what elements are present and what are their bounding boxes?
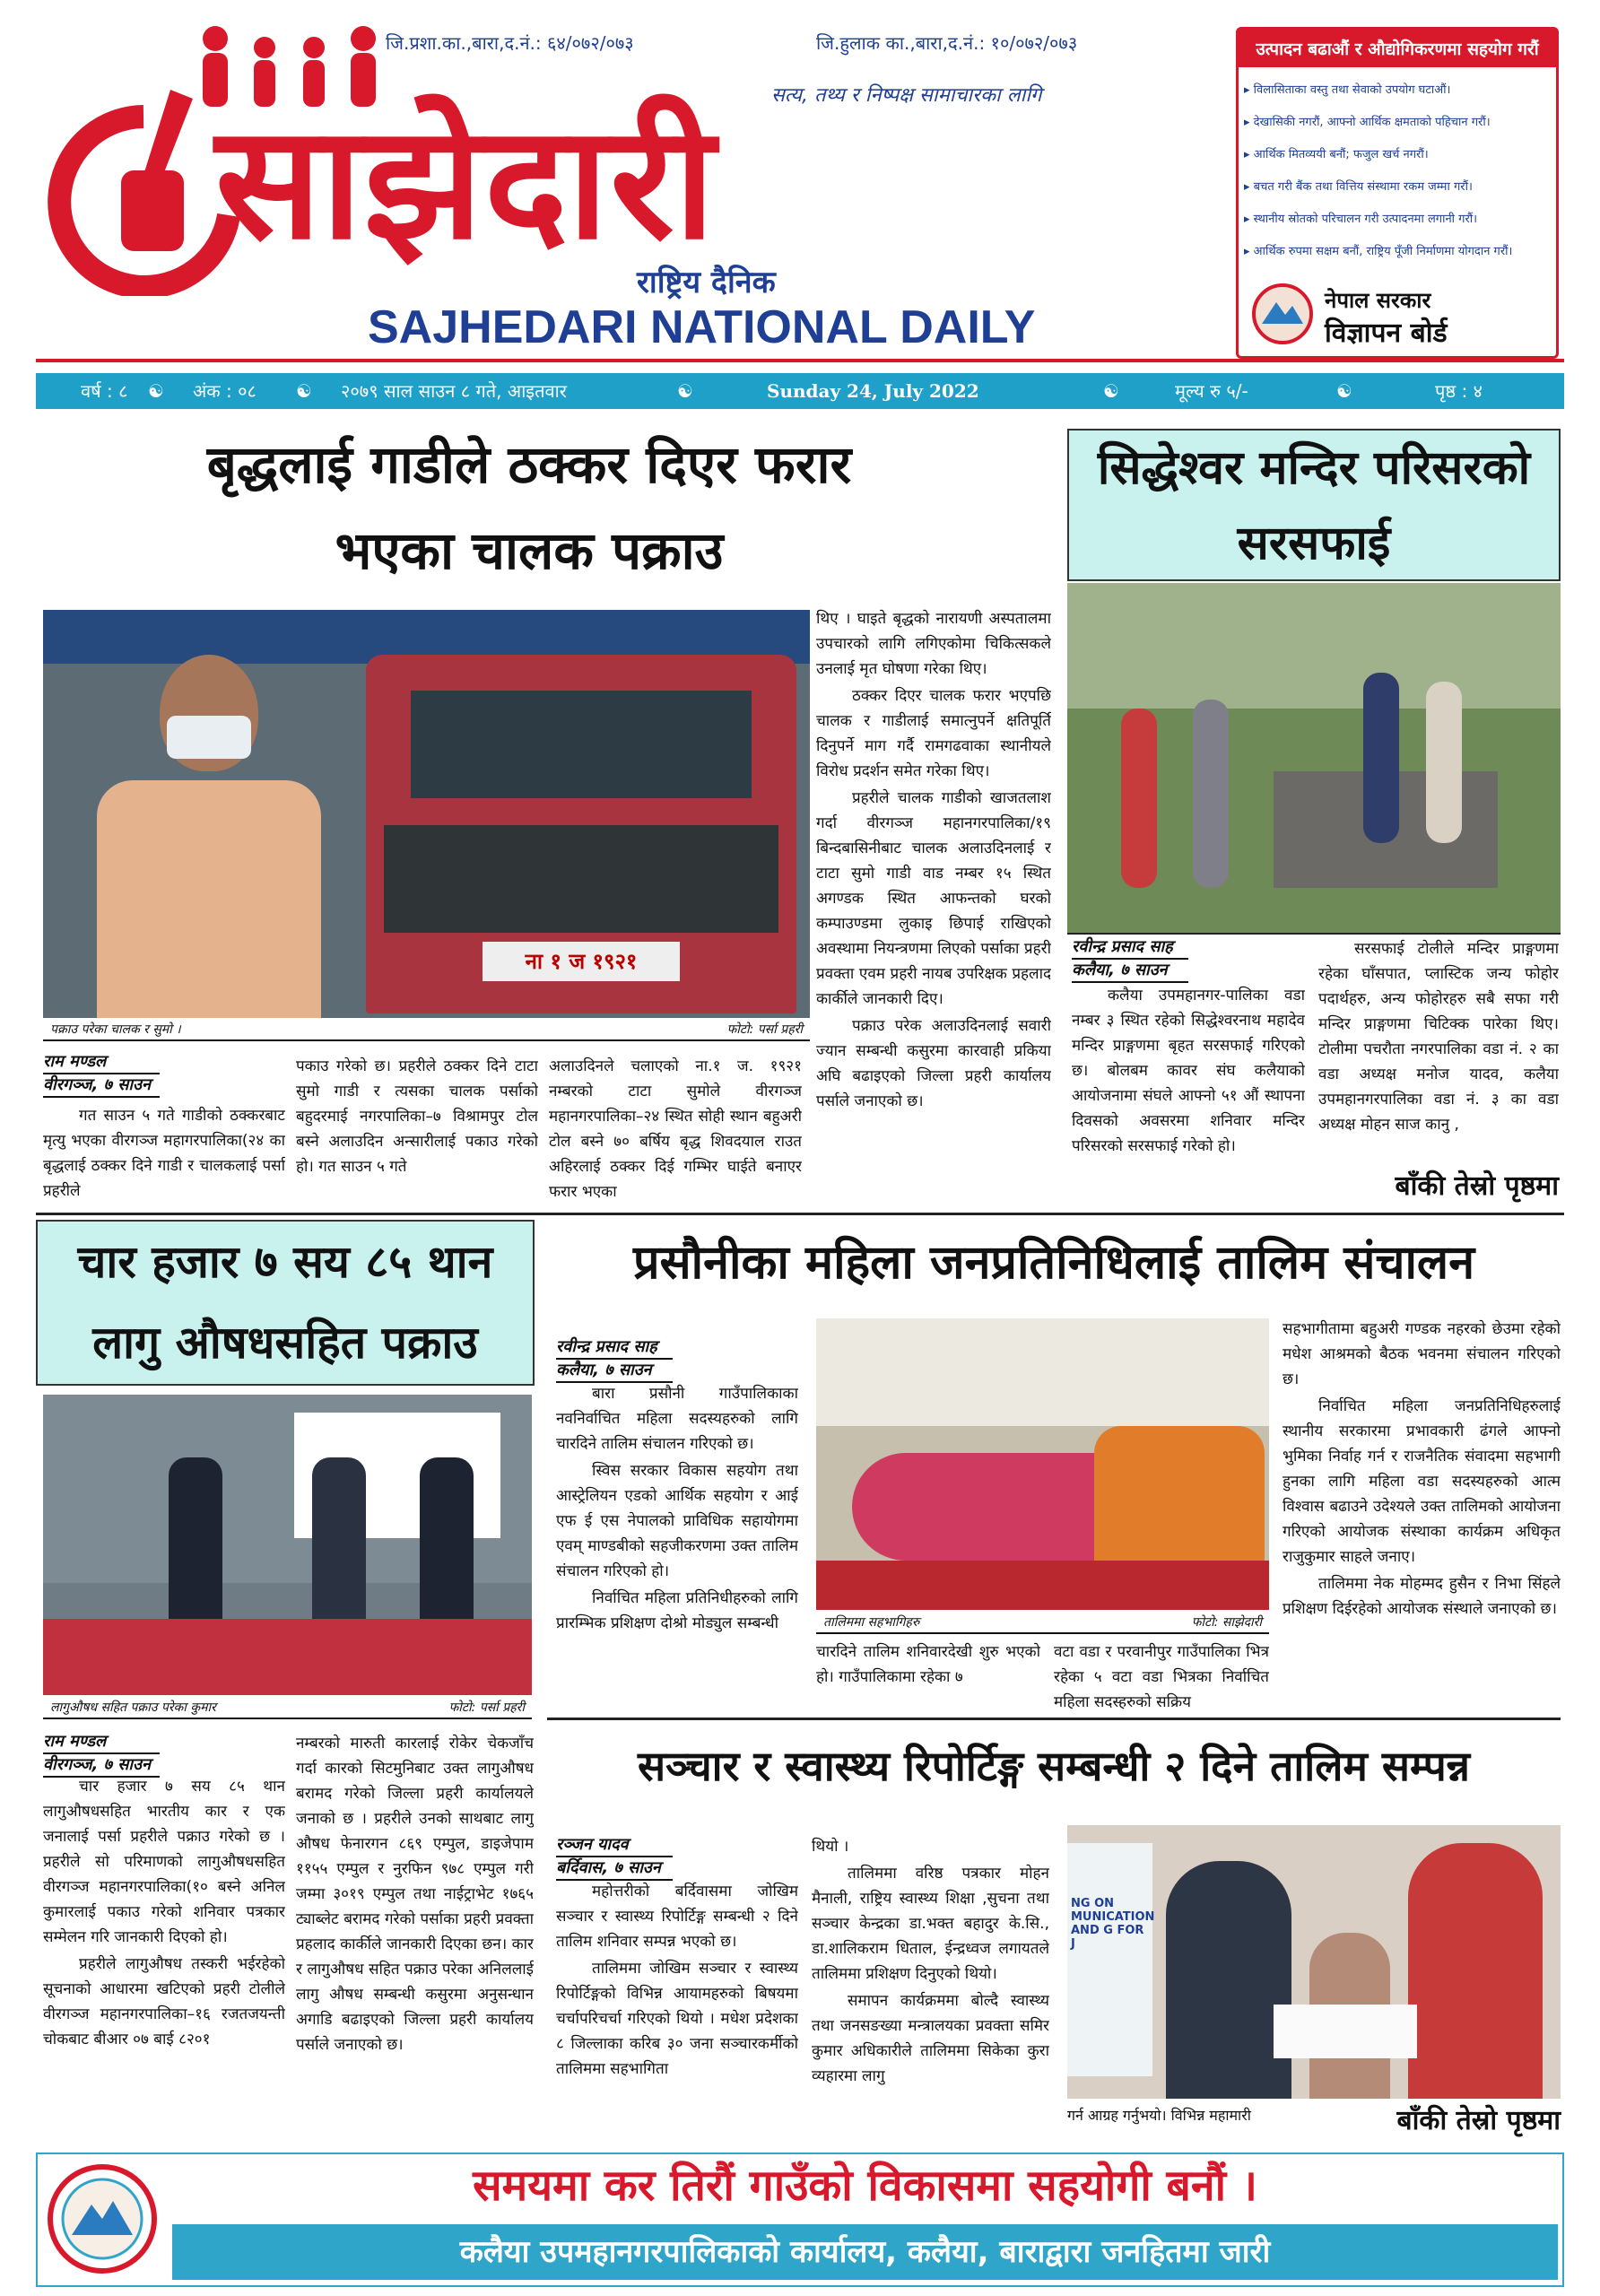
- story4-photo: [816, 1318, 1269, 1610]
- story1-photo: [43, 610, 810, 1018]
- red-rule: [36, 359, 1564, 362]
- page-number: पृष्ठ : ४: [1435, 380, 1483, 402]
- reg-left: जि.प्रशा.का.,बारा,द.नं.: ६४/०७२/०७३: [386, 32, 634, 54]
- ad-item: ▸ स्थानीय स्रोतको परिचालन गरी उत्पादनमा लगानी गरौं।: [1244, 213, 1478, 226]
- story5-byline: रञ्जन यादव बर्दिवास, ७ साउन: [556, 1834, 735, 1881]
- story1-col3: अलाउदिनले चलाएको ना.१ ज. १९२१ नम्बरको टाटा सुमोले वीरगञ्ज महानगरपालिका–२४ स्थित सोही स्थान बहुअरी टोल बस्ने ७० बर्षिय बृद्ध शिवदयाल राउत अहिरलाई ठक्कर दिई गम्भिर घाईते बनाएर फरार भएका: [549, 1057, 802, 1201]
- ad-header: उत्पादन बढाऔं र औद्योगिकरणमा सहयोग गरौं: [1239, 30, 1556, 67]
- nepal-emblem-icon: [1251, 283, 1314, 345]
- yin-yang-icon: ☯: [1103, 380, 1119, 402]
- dateline-strip: [36, 373, 1564, 409]
- price: मूल्य रु ५/-: [1175, 380, 1248, 402]
- story5-col1: महोत्तरीको बर्दिवासमा जोखिम सञ्चार र स्वास्थ्य रिपोर्टिङ्ग सम्बन्धी २ दिने तालिम शनिवार सम्पन्न भएको छ। तालिममा जोखिम सञ्चार र स्वास्थ्य रिपोर्टिङ्गको विभिन्न आयामहरुको बिषयमा चर्चापरिचर्चा गरिएको थियो । मधेश प्रदेशका ८ जिल्लाका करिब ३० जना सञ्चारकर्मीको तालिममा सहभागिता: [556, 1883, 798, 2078]
- story1-col4: थिए । घाइते बृद्धको नारायणी अस्पतालमा उपचारको लागि लगिएकोमा चिकित्सकले उनलाई मृत घोषणा गरेका थिए। ठक्कर दिएर चालक फरार भएपछि चालक र गाडीलाई समात्नुपर्ने क्षतिपूर्ति दिनुपर्ने माग गर्दै रामगढवाका स्थानीयले विरोध प्रदर्शन समेत गरेका थिए। प्रहरीले चालक गाडीको खाजतलाश गर्दा वीरगञ्ज महानगरपालिका/१९ बिन्दबासिनीबाट चालक अलाउदिनलाई र टाटा सुमो गाडी वाड नम्बर १५ स्थित अगण्डक स्थित आफन्तको घरको कम्पाउण्डमा लुकाइ छिपाई राखिएको अवस्थामा नियन्त्रणमा लिएको पर्साका प्रहरी प्रवक्ता एवम प्रहरी नायब उपरिक्षक प्रहलाद कार्कीले जानकारी दिए। पक्राउ परेक अलाउदिनलाई सवारी ज्यान सम्बन्धी कसुरमा कारवाही प्रकिया अघि बढाइएको जिल्ला प्रहरी कार्यालय पर्साले जनाएको छ।: [816, 610, 1051, 1110]
- ad-item: ▸ देखासिकी नगरौं, आफ्नो आर्थिक क्षमताको पहिचान गरौं।: [1244, 116, 1491, 129]
- jeep: [366, 655, 796, 1013]
- story3-photo: [43, 1395, 532, 1695]
- story3-col1: चार हजार ७ सय ८५ थान लागुऔषधसहित भारतीय कार र एक जनालाई पर्सा प्रहरीले पक्राउ गरेको छ । प्रहरीले सो परिमाणको लागुऔषधसहित वीरगञ्ज महानगरपालिका(१० बस्ने अनिल कुमारलाई पकाउ गरेको शनिवार पत्रकार सम्मेलन गरि जानकारी दिएको हो। प्रहरीले लागुऔषध तस्करी भईरहेको सूचनाको आधारमा खटिएको प्रहरी टोलीले वीरगञ्ज महानगरपालिका–१६ रजतजयन्ती चोकबाट बीआर ०७ बाई ८२०१: [43, 1778, 285, 2048]
- masthead: [27, 18, 1229, 359]
- story4-col3: वटा वडा र परवानीपुर गाउँपालिका भित्र रहेका ५ वटा वडा भित्रका निर्वाचित महिला सदस्हरुको सक्रिय: [1054, 1643, 1269, 1711]
- story1-caption: पक्राउ परेका चालक र सुमो । फोटो: पर्सा प्रहरी: [43, 1019, 810, 1041]
- ad-item: ▸ आर्थिक रुपमा सक्षम बनौं, राष्ट्रिय पूँजी निर्माणमा योगदान गरौं।: [1244, 245, 1513, 258]
- reg-right: जि.हुलाक का.,बारा,द.नं.: १०/०७२/०७३: [816, 32, 1078, 54]
- story4-byline: रवीन्द्र प्रसाद साह कलैया, ७ साउन: [556, 1336, 735, 1383]
- man-figure: [97, 655, 321, 1018]
- masthead-title: साझेदारी: [215, 92, 717, 274]
- ad-issuer: कलैया उपमहानगरपालिकाको कार्यालय, कलैया, बाराद्वारा जनहितमा जारी: [172, 2224, 1558, 2280]
- story2-continued: बाँकी तेस्रो पृष्ठमा: [1395, 1170, 1559, 1202]
- story2-col1: कलैया उपमहानगर-पालिका वडा नम्बर ३ स्थित रहेको सिद्धेश्वरनाथ महादेव मन्दिर प्राङ्गणमा बृहत सरसफाई गरिएको छ। बोलबम कावर संघ कलैयाको आयोजनामा संघले आफ्नो ५१ औं स्थापना दिवसको अवसरमा शनिवार मन्दिर परिसरको सरसफाई गरेको हो।: [1072, 987, 1305, 1155]
- municipality-emblem-icon: [47, 2163, 159, 2275]
- bottom-advertisement: [36, 2152, 1564, 2287]
- story5-continued: बाँकी तेस्रो पृष्ठमा: [1396, 2105, 1561, 2136]
- story3-byline: राम मण्डल वीरगञ्ज, ७ साउन: [43, 1731, 222, 1778]
- event-banner: NG ON MUNICATION AND G FOR J: [1067, 1843, 1152, 2076]
- yin-yang-icon: ☯: [148, 380, 164, 402]
- issue: अंक : ०८: [193, 380, 257, 402]
- story2-col2: सरसफाई टोलीले मन्दिर प्राङ्गणमा रहेका घाँसपात, प्लास्टिक जन्य फोहोर पदार्थहरु, अन्य फोहोरहरु सबै सफा गरी मन्दिर प्राङ्गणमा चिटिक्क पारेका थिए। टोलीमा पचरौता नगरपालिका वडा नं. २ का वडा अध्यक्ष मनोज यादव, कलैया उपमहानगरपालिका वडा नं. ३ का वडा अध्यक्ष मोहन साज कानु ,: [1318, 940, 1559, 1134]
- ad-org-1: नेपाल सरकार: [1325, 288, 1431, 313]
- ad-item: ▸ विलासिताका वस्तु तथा सेवाको उपयोग घटाऔं।: [1244, 83, 1451, 97]
- story2-headline: सिद्धेश्वर मन्दिर परिसरको सरसफाई: [1067, 429, 1561, 581]
- story3-col2: नम्बरको मारुती कारलाई रोकेर चेकजाँच गर्दा कारको सिटमुनिबाट उक्त लागुऔषध बरामद गरेको जिल्ला प्रहरी कार्यालयले जनाको छ । प्रहरीले उनको साथबाट लागु औषध फेनारगन ८६९ एम्पुल, डाइजेपाम ११५५ एम्पुल र नुरफिन ९७८ एम्पुल गरी जम्मा ३०१९ एम्पुल तथा नाईट्राभेट १७६५ ट्याब्लेट बरामद गरेको पर्साका प्रहरी प्रवक्ता प्रहलाद कार्कीले जानकारी दिएका छन। कार र लागुऔषध सहित पक्राउ परेका अनिललाई लागु औषध सम्बन्धी कसुरमा अनुसन्धान अगाडि बढाइएको जिल्ला प्रहरी कार्यालय पर्साले जनाएको छ।: [296, 1735, 534, 2054]
- story5-col2: थियो । तालिममा वरिष्ठ पत्रकार मोहन मैनाली, राष्ट्रिय स्वास्थ्य शिक्षा ,सुचना तथा सञ्चार केन्द्रका डा.भक्त बहादुर के.सि., डा.शालिकराम धिताल, ईन्द्रध्वज लगायतले तालिममा प्रशिक्षण दिनुएको थियो। समापन कार्यक्रममा बोल्दै स्वास्थ्य तथा जनसङख्या मन्त्रालयका प्रवक्ता समिर कुमार अधिकारीले तालिममा सिकेका कुरा व्यहारमा लागु: [812, 1838, 1049, 2085]
- yin-yang-icon: ☯: [1336, 380, 1352, 402]
- date-english: Sunday 24, July 2022: [767, 380, 979, 402]
- story5-col3: गर्न आग्रह गर्नुभयो। विभिन्न महामारी: [1067, 2107, 1251, 2124]
- date-nepali: २०७९ साल साउन ८ गते, आइतवार: [341, 380, 567, 402]
- number-plate: ना १ ज १९२१: [483, 942, 680, 981]
- story4-col2: चारदिने तालिम शनिवारदेखी शुरु भएको हो। गाउँपालिकामा रहेका ७: [816, 1643, 1040, 1686]
- yin-yang-icon: ☯: [677, 380, 693, 402]
- story1-col2: पकाउ गरेको छ। प्रहरीले ठक्कर दिने टाटा सुमो गाडी र त्यसका चालक पर्साको बहुदरमाई नगरपालिका–७ विश्रामपुर टोल बस्ने अलाउदिन अन्सारीलाई पकाउ गरेको हो। गत साउन ५ गते: [296, 1057, 538, 1176]
- ad-item: ▸ आर्थिक मितव्ययी बनौं; फजुल खर्च नगरौं।: [1244, 148, 1429, 161]
- story1-col1: गत साउन ५ गते गाडीको ठक्करबाट मृत्यु भएका वीरगञ्ज महागरपालिका(२४ का बृद्धलाई ठक्कर दिने गाडी र चालकलाई पर्सा प्रहरीले: [43, 1107, 285, 1200]
- top-advertisement: [1236, 27, 1559, 359]
- story4-col4: सहभागीतामा बहुअरी गण्डक नहरको छेउमा रहेको मधेश आश्रमको बैठक भवनमा संचालन गरिएको छ। निर्वाचित महिला जनप्रतिनिधिहरुलाई स्थानीय सरकारमा प्रभावकारी ढंगले आफ्नो भुमिका निर्वाह गर्न र राजनैतिक संवादमा सहभागी हुनका लागि महिला वडा सदस्यहरुको आत्म विश्वास बढाउने उदेश्यले उक्त तालिमको आयोजना गरिएको आयोजक संस्थाका कार्यक्रम अधिकृत राजुकुमार साहले जनाए। तालिममा नेक मोहम्मद हुसैन र निभा सिंहले प्रशिक्षण दिईरहेको आयोजक संस्थाले जनाएको छ।: [1283, 1320, 1561, 1618]
- ad-list: [1239, 67, 1556, 275]
- masthead-english-title: SAJHEDARI NATIONAL DAILY: [368, 301, 1036, 353]
- ad-item: ▸ बचत गरी बैंक तथा वित्तिय संस्थामा रकम जम्मा गरौं।: [1244, 180, 1473, 194]
- ad-org-2: विज्ञापन बोर्ड: [1325, 317, 1448, 349]
- masthead-tagline: सत्य, तथ्य र निष्पक्ष सामाचारका लागि: [771, 84, 1042, 107]
- masthead-subtitle: राष्ट्रिय दैनिक: [637, 265, 776, 300]
- story2-byline: रवीन्द्र प्रसाद साह कलैया, ७ साउन: [1072, 936, 1251, 983]
- story5-photo: [1067, 1825, 1561, 2099]
- story1-headline: बृद्धलाई गाडीले ठक्कर दिएर फरार भएका चालक पक्राउ: [206, 434, 852, 581]
- volume: वर्ष : ८: [81, 380, 128, 402]
- story3-headline: चार हजार ७ सय ८५ थान लागु औषधसहित पक्राउ: [36, 1220, 535, 1386]
- story5-headline: सञ्चार र स्वास्थ्य रिपोर्टिङ्ग सम्बन्धी २ दिने तालिम सम्पन्न: [637, 1742, 1471, 1790]
- story1-byline: राम मण्डल वीरगञ्ज, ७ साउन: [43, 1051, 258, 1098]
- story4-headline: प्रसौनीका महिला जनप्रतिनिधिलाई तालिम संचालन: [632, 1236, 1475, 1290]
- story3-caption: लागुऔषध सहित पक्राउ परेका कुमार फोटो: पर्सा प्रहरी: [43, 1697, 532, 1719]
- story4-caption: तालिममा सहभागिहरु फोटो: साझेदारी: [816, 1612, 1269, 1634]
- ad-slogan: समयमा कर तिरौं गाउँको विकासमा सहयोगी बनौं ।: [473, 2161, 1257, 2211]
- yin-yang-icon: ☯: [296, 380, 312, 402]
- story4-col1: बारा प्रसौनी गाउँपालिकाका नवनिर्वाचित महिला सदस्यहरुको लागि चारदिने तालिम संचालन गरिएको छ। स्विस सरकार विकास सहयोग तथा आस्ट्रेलियन एडको आर्थिक सहयोग र आई एफ ई एस नेपालको प्राविधिक सहायोगमा एवम् माण्डबीको सहजीकरणमा उक्त तालिम संचालन गरिएको हो। निर्वाचित महिला प्रतिनिधीहरुको लागि प्रारम्भिक प्रशिक्षण दोश्रो मोड्युल सम्बन्धी: [556, 1385, 798, 1632]
- story2-photo: [1067, 583, 1561, 933]
